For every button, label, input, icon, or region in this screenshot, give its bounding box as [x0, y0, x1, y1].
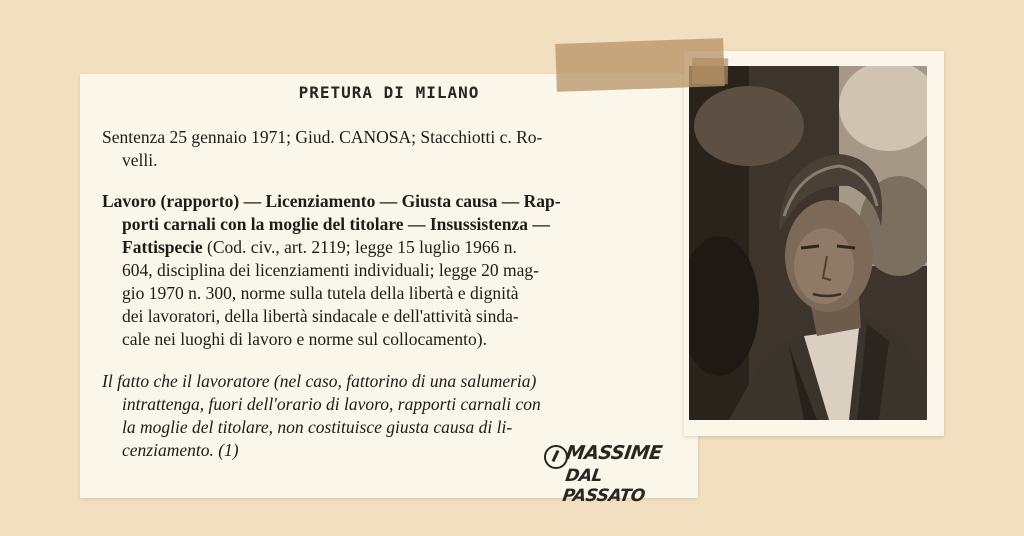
subject-line: 604, disciplina dei licenziamenti individuali; legge 20 mag-: [122, 260, 539, 280]
subject-line: dei lavoratori, della libertà sindacale e dell'attività sinda-: [122, 306, 519, 326]
logo-word-top: MASSIME: [564, 442, 664, 464]
sentence-paragraph: [102, 126, 668, 172]
maxim-line: la moglie del titolare, non costituisce giusta causa di li-: [122, 417, 513, 437]
document-heading: PRETURA DI MILANO: [298, 83, 480, 102]
subject-paragraph: [102, 190, 668, 351]
subject-line-rest: (Cod. civ., art. 2119; legge 15 luglio 1966 n.: [202, 237, 517, 257]
subject-line: [102, 236, 668, 259]
massime-dal-passato-logo: [542, 439, 678, 506]
subject-line: cale nei luoghi di lavoro e norme sul collocamento).: [122, 329, 487, 349]
subject-bold-term: Fattispecie: [122, 237, 203, 257]
maxim-line: intrattenga, fuori dell'orario di lavoro, rapporti carnali con: [122, 394, 541, 414]
subject-line: gio 1970 n. 300, norme sulla tutela della libertà e dignità: [122, 283, 519, 303]
tape-strip-small: [692, 58, 728, 85]
subject-line: porti carnali con la moglie del titolare — Insussistenza —: [122, 214, 550, 234]
logo-word-bottom: DAL PASSATO: [561, 466, 647, 506]
sentence-line: Sentenza 25 gennaio 1971; Giud. CANOSA; Stacchiotti c. Ro-: [102, 127, 543, 147]
sentence-line: velli.: [122, 150, 158, 170]
portrait-illustration: [689, 66, 927, 420]
subject-line: Lavoro (rapporto) — Licenziamento — Giusta causa — Rap-: [102, 191, 561, 211]
maxim-line: cenziamento. (1): [122, 440, 239, 460]
document-clipping: [80, 74, 698, 506]
maxim-line: Il fatto che il lavoratore (nel caso, fattorino di una salumeria): [102, 371, 537, 391]
portrait-photo: [689, 66, 927, 420]
